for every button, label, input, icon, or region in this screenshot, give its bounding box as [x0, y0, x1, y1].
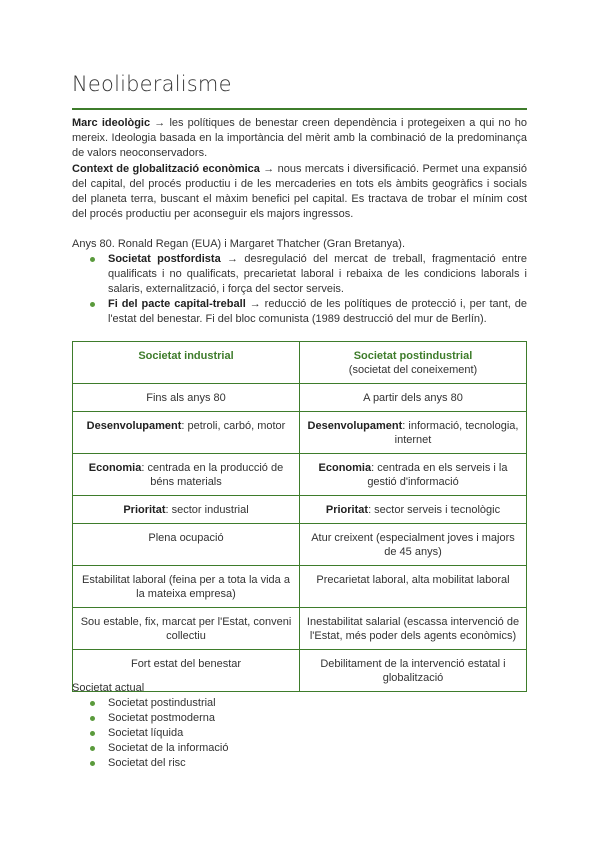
context-paragraph	[72, 162, 527, 222]
table-row	[73, 454, 527, 496]
marc-arrow: →	[154, 117, 166, 129]
cell-bold: Desenvolupament	[86, 420, 182, 432]
table-cell	[300, 496, 527, 524]
table-cell	[300, 524, 527, 566]
bullet-icon	[90, 761, 95, 766]
bullet-icon	[90, 716, 95, 721]
table-row	[73, 384, 527, 412]
bullet-text: reducció de les polítiques de protecció i, per tant, de l'estat del benestar. Fi del bloc comunista (1989 destrucció del mur de Berlín).	[108, 298, 528, 325]
list-item-label: Societat líquida	[108, 727, 184, 739]
table-row	[73, 524, 527, 566]
bullet-icon	[90, 746, 95, 751]
cell-bold: Desenvolupament	[307, 420, 403, 432]
list-item	[72, 756, 228, 771]
header-title: Societat postindustrial	[353, 350, 473, 362]
cell-text: Fins als anys 80	[146, 392, 226, 404]
table-cell	[73, 496, 300, 524]
cell-bold: Economia	[88, 462, 142, 474]
bullet-arrow: →	[249, 298, 261, 310]
context-text: nous mercats i diversificació. Permet una expansió del capital, del procés productiu i de les mercaderies en tots els àmbits geogràfics i socials del planeta terra, buscant el màxim benefici pel capital. Es tractava de trobar el mínim cost del procés productiu per aconseguir els majors ingressos.	[72, 163, 527, 220]
list-item	[72, 297, 527, 327]
cell-text: A partir dels anys 80	[363, 392, 463, 404]
list-item-label: Societat de la informació	[108, 742, 229, 754]
table-cell	[300, 566, 527, 608]
comparison-table	[72, 341, 527, 692]
table-cell	[73, 566, 300, 608]
table-header-row	[73, 342, 527, 384]
bullet-icon	[90, 302, 95, 307]
cell-text: Atur creixent (especialment joves i majors de 45 anys)	[311, 532, 515, 558]
header-title: Societat industrial	[138, 350, 234, 362]
list-item	[72, 252, 527, 297]
bullet-arrow: →	[227, 253, 239, 265]
cell-text: : sector industrial	[165, 504, 249, 516]
cell-bold: Prioritat	[325, 504, 369, 516]
cell-text: : informació, tecnologia, internet	[394, 420, 519, 446]
societat-actual-heading: Societat actual	[72, 682, 145, 694]
table-row	[73, 412, 527, 454]
context-arrow: →	[263, 163, 275, 175]
table-cell	[73, 524, 300, 566]
list-item	[72, 726, 228, 741]
cell-text: Inestabilitat salarial (escassa intervenció de l'Estat, més poder dels agents econòmics)	[306, 616, 520, 642]
cell-text: : sector serveis i tecnològic	[368, 504, 501, 516]
list-item	[72, 741, 228, 756]
table-row	[73, 608, 527, 650]
header-postindustrial	[300, 342, 527, 384]
list-item-label: Societat postmoderna	[108, 712, 216, 724]
table-cell	[73, 454, 300, 496]
cell-text: Precarietat laboral, alta mobilitat laboral	[316, 574, 510, 586]
marc-ideologic-paragraph	[72, 116, 527, 161]
context-term: Context de globalització econòmica	[72, 163, 260, 175]
list-item-label: Societat del risc	[108, 757, 186, 769]
cell-text: Sou estable, fix, marcat per l'Estat, conveni collectiu	[80, 616, 292, 642]
title-divider	[72, 108, 527, 110]
table-cell	[300, 650, 527, 692]
table-cell	[300, 412, 527, 454]
cell-text: : centrada en la producció de béns materials	[141, 462, 284, 488]
table-cell	[73, 384, 300, 412]
bullet-icon	[90, 701, 95, 706]
table-cell	[300, 384, 527, 412]
table-cell	[300, 608, 527, 650]
table-cell	[300, 454, 527, 496]
cell-text: : petroli, carbó, motor	[181, 420, 286, 432]
cell-bold: Economia	[318, 462, 372, 474]
bullet-icon	[90, 257, 95, 262]
bullet-icon	[90, 731, 95, 736]
list-item	[72, 696, 228, 711]
page-title: Neoliberalisme	[72, 72, 232, 96]
header-industrial	[73, 342, 300, 384]
cell-text: Estabilitat laboral (feina per a tota la vida a la mateixa empresa)	[82, 574, 290, 600]
header-subtitle: (societat del coneixement)	[348, 364, 478, 376]
cell-bold: Prioritat	[123, 504, 166, 516]
cell-text: Fort estat del benestar	[130, 658, 242, 670]
marc-text: les polítiques de benestar creen dependència i protegeixen a qui no ho mereix. Ideologia basada en la importància del mèrit amb la combinació de la predominança de valors neoconservadors.	[72, 117, 527, 159]
table-row	[73, 566, 527, 608]
anys-80-line: Anys 80. Ronald Regan (EUA) i Margaret Thatcher (Gran Bretanya).	[72, 238, 406, 250]
cell-text: Debilitament de la intervenció estatal i globalització	[320, 658, 506, 684]
key-points-list	[72, 252, 527, 327]
cell-text: Plena ocupació	[148, 532, 224, 544]
marc-term: Marc ideològic	[72, 117, 151, 129]
societat-actual-list	[72, 696, 228, 771]
bullet-term: Societat postfordista	[108, 253, 221, 265]
bullet-text: desregulació del mercat de treball, fragmentació entre qualificats i no qualificats, precarietat laboral i rebaixa de les condicions laborals i salaris, externalització, i força del sector serveis.	[108, 253, 527, 295]
table-row	[73, 496, 527, 524]
bullet-term: Fi del pacte capital-treball	[108, 298, 246, 310]
table-cell	[73, 608, 300, 650]
list-item-label: Societat postindustrial	[108, 697, 216, 709]
table-cell	[73, 412, 300, 454]
cell-text: : centrada en els serveis i la gestió d'informació	[367, 462, 508, 488]
list-item	[72, 711, 228, 726]
